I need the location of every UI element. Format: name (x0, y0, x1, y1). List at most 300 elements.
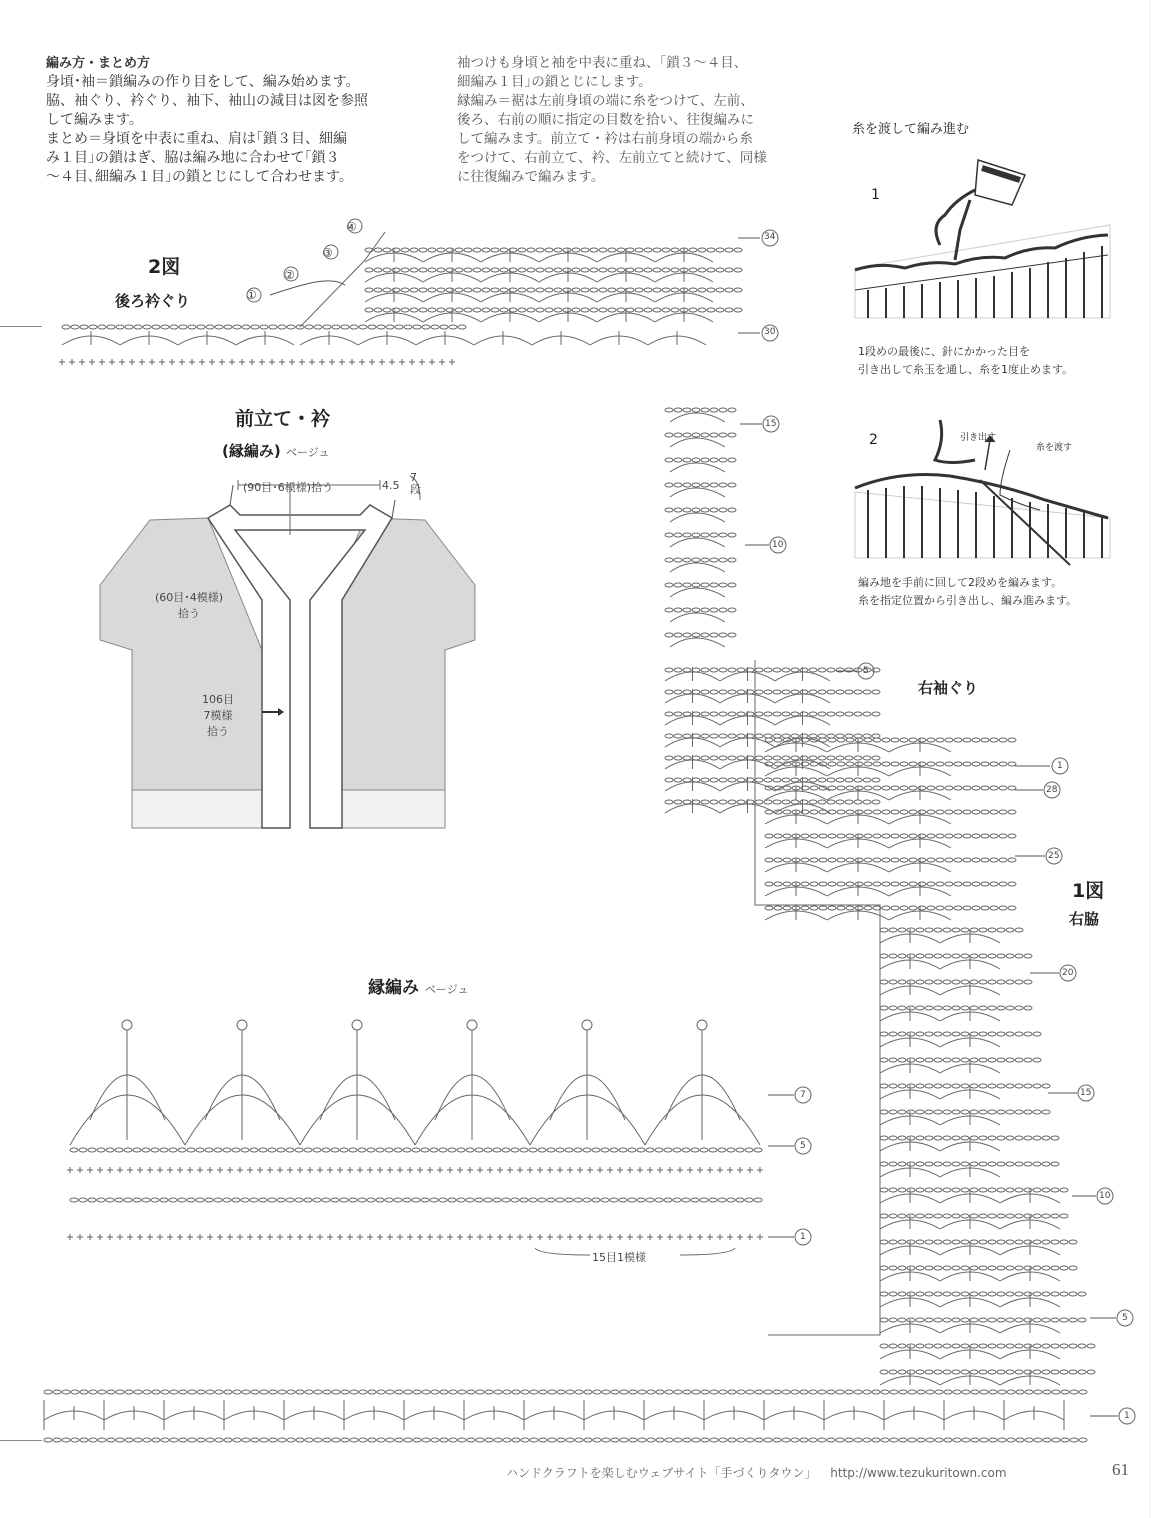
stitch-mark (670, 613, 725, 622)
stitch-mark (952, 1318, 960, 1322)
stitch-mark (592, 1148, 600, 1152)
stitch-mark (854, 800, 862, 804)
stitch-mark (143, 1390, 151, 1394)
stitch-mark (898, 1318, 906, 1322)
stitch-mark (765, 834, 773, 838)
stitch-mark (873, 882, 881, 886)
stitch-mark (1015, 1136, 1023, 1140)
stitch-mark (494, 1438, 502, 1442)
stitch-mark (188, 325, 196, 329)
stitch-mark (637, 1198, 645, 1202)
stitch-mark (299, 359, 305, 365)
stitch-mark (250, 1198, 258, 1202)
stitch-mark (1008, 786, 1016, 790)
stitch-mark (682, 1198, 690, 1202)
stitch-mark (880, 1006, 888, 1010)
stitch-mark (97, 1167, 103, 1173)
stitch-mark (1024, 1110, 1032, 1114)
stitch-mark (1034, 1390, 1042, 1394)
stitch-mark (728, 668, 736, 672)
stitch-mark (305, 325, 313, 329)
stitch-mark (305, 1438, 313, 1442)
stitch-mark (764, 756, 772, 760)
stitch-mark (757, 1234, 763, 1240)
stitch-mark (548, 1438, 556, 1442)
stitch-mark (674, 1438, 682, 1442)
stitch-mark (737, 734, 745, 738)
stitch-mark (665, 533, 673, 537)
stitch-mark (107, 1390, 115, 1394)
stitch-mark (458, 325, 466, 329)
stitch-mark (988, 1292, 996, 1296)
stitch-mark (989, 1390, 997, 1394)
stitch-mark (692, 433, 700, 437)
stitch-mark (737, 778, 745, 782)
stitch-mark (701, 712, 709, 716)
stitch-mark (961, 1032, 969, 1036)
stitch-mark (670, 638, 725, 647)
stitch-mark (827, 712, 835, 716)
stitch-mark (133, 1198, 141, 1202)
stitch-mark (109, 359, 115, 365)
stitch-mark (587, 1234, 593, 1240)
stitch-mark (908, 1390, 916, 1394)
stitch-mark (187, 1234, 193, 1240)
stitch-mark (557, 1167, 563, 1173)
stitch-mark (954, 834, 962, 838)
stitch-mark (1015, 1292, 1023, 1296)
stitch-mark (701, 633, 709, 637)
stitch-mark (1006, 1110, 1014, 1114)
stitch-mark (584, 1390, 592, 1394)
stitch-mark (981, 834, 989, 838)
stitch-mark (259, 359, 265, 365)
stitch-mark (909, 738, 917, 742)
stitch-mark (653, 268, 661, 272)
stitch-mark (828, 858, 836, 862)
stitch-mark (889, 1240, 897, 1244)
stitch-mark (918, 810, 926, 814)
stitch-mark (782, 778, 790, 782)
stitch-mark (1033, 1136, 1041, 1140)
stitch-mark (934, 1084, 942, 1088)
stitch-mark (809, 1390, 817, 1394)
stitch-mark (545, 268, 553, 272)
stitch-mark (934, 1058, 942, 1062)
stitch-mark (918, 786, 926, 790)
stitch-mark (764, 778, 772, 782)
stitch-mark (670, 463, 725, 472)
stitch-mark (107, 325, 115, 329)
stitch-mark (357, 1167, 363, 1173)
stitch-mark (800, 1390, 808, 1394)
stitch-mark (783, 810, 791, 814)
stitch-mark (701, 756, 709, 760)
stitch-mark (716, 288, 724, 292)
stitch-mark (77, 1167, 83, 1173)
stitch-mark (207, 1234, 213, 1240)
stitch-mark (297, 1167, 303, 1173)
stitch-mark (889, 1162, 897, 1166)
stitch-mark (954, 786, 962, 790)
footer-url[interactable]: http://www.tezukuritown.com (830, 1466, 1007, 1480)
stitch-mark (413, 1438, 421, 1442)
instruction-line: ～４目､細編み１目｣の鎖とじにして合わせます。 (46, 169, 353, 185)
stitch-mark (467, 1020, 477, 1030)
stitch-mark (936, 834, 944, 838)
stitch-mark (665, 433, 673, 437)
stitch-mark (961, 1214, 969, 1218)
stitch-mark (800, 668, 808, 672)
stitch-mark (845, 1438, 853, 1442)
stitch-mark (581, 288, 589, 292)
stitch-mark (945, 786, 953, 790)
stitch-mark (916, 1084, 924, 1088)
stitch-mark (764, 712, 772, 716)
step-2-label-b: 糸を渡す (1036, 443, 1073, 453)
stitch-mark (819, 834, 827, 838)
stitch-mark (214, 1148, 222, 1152)
stitch-mark (572, 308, 580, 312)
stitch-mark (727, 1148, 735, 1152)
stitch-mark (891, 882, 899, 886)
stitch-mark (880, 1084, 888, 1088)
yarn-color: ベージュ (285, 446, 330, 459)
stitch-mark (889, 928, 897, 932)
stitch-mark (626, 268, 634, 272)
stitch-mark (907, 980, 915, 984)
stitch-mark (376, 1198, 384, 1202)
stitch-mark (900, 786, 908, 790)
stitch-mark (999, 762, 1007, 766)
stitch-mark (889, 1136, 897, 1140)
stitch-mark (725, 288, 733, 292)
stitch-mark (369, 359, 375, 365)
stitch-mark (934, 1188, 942, 1192)
stitch-mark (520, 1148, 528, 1152)
stitch-mark (819, 906, 827, 910)
stitch-mark (657, 1167, 663, 1173)
stitch-mark (1016, 1438, 1024, 1442)
stitch-mark (818, 800, 826, 804)
stitch-mark (927, 762, 935, 766)
stitch-mark (783, 906, 791, 910)
stitch-mark (214, 1198, 222, 1202)
stitch-mark (952, 1162, 960, 1166)
stitch-mark (317, 1234, 323, 1240)
stitch-mark (97, 1198, 105, 1202)
stitch-mark (952, 1370, 960, 1374)
stitch-mark (1051, 1318, 1059, 1322)
stitch-mark (137, 1234, 143, 1240)
stitch-mark (491, 308, 499, 312)
stitch-mark (997, 1136, 1005, 1140)
stitch-mark (314, 325, 322, 329)
stitch-mark (698, 248, 706, 252)
stitch-mark (1033, 1214, 1041, 1218)
instruction-line: に往復編みで編みます。 (457, 169, 605, 185)
stitch-mark (727, 1167, 733, 1173)
stitch-mark (909, 906, 917, 910)
stitch-mark (340, 1148, 348, 1152)
stitch-mark (539, 1390, 547, 1394)
stitch-mark (755, 1438, 763, 1442)
stitch-mark (782, 690, 790, 694)
stitch-mark (674, 483, 682, 487)
stitch-mark (889, 980, 897, 984)
stitch-mark (846, 810, 854, 814)
stitch-mark (1033, 1370, 1041, 1374)
stitch-mark (503, 1390, 511, 1394)
stitch-mark (701, 800, 709, 804)
front-band-title: 前立て・衿 (235, 408, 331, 430)
stitch-mark (115, 1198, 123, 1202)
stitch-mark (309, 359, 315, 365)
stitch-mark (791, 734, 799, 738)
stitch-mark (169, 1198, 177, 1202)
stitch-mark (963, 858, 971, 862)
stitch-mark (846, 906, 854, 910)
stitch-mark (674, 408, 682, 412)
stitch-mark (286, 1148, 294, 1152)
stitch-mark (647, 1390, 655, 1394)
stitch-mark (701, 433, 709, 437)
stitch-mark (473, 268, 481, 272)
stitch-mark (482, 248, 490, 252)
front-pick-note (202, 692, 234, 740)
stitch-mark (178, 1198, 186, 1202)
stitch-mark (882, 738, 890, 742)
stitch-mark (953, 1438, 961, 1442)
stitch-mark (428, 308, 436, 312)
stitch-mark (674, 608, 682, 612)
stitch-mark (637, 1148, 645, 1152)
stitch-mark (934, 928, 942, 932)
stitch-mark (916, 1344, 924, 1348)
stitch-mark (349, 359, 355, 365)
stitch-mark (670, 413, 725, 422)
stitch-mark (737, 1438, 745, 1442)
stitch-mark (455, 288, 463, 292)
stitch-mark (313, 1148, 321, 1152)
stitch-mark (755, 660, 880, 1335)
stitch-mark (1069, 1240, 1077, 1244)
stitch-mark (889, 1266, 897, 1270)
stitch-mark (635, 268, 643, 272)
stitch-mark (710, 533, 718, 537)
stitch-mark (927, 858, 935, 862)
stitch-mark (1024, 1162, 1032, 1166)
stitch-mark (439, 359, 445, 365)
stitch-mark (422, 1390, 430, 1394)
stitch-mark (961, 1292, 969, 1296)
stitch-mark (455, 268, 463, 272)
stitch-mark (927, 834, 935, 838)
stitch-mark (446, 268, 454, 272)
stitch-mark (925, 1240, 933, 1244)
stitch-mark (385, 1148, 393, 1152)
stitch-mark (916, 1006, 924, 1010)
stitch-mark (954, 906, 962, 910)
stitch-mark (710, 633, 718, 637)
stitch-mark (80, 1438, 88, 1442)
fig2-label: 2図 (148, 256, 181, 278)
stitch-mark (157, 1234, 163, 1240)
stitch-mark (943, 1266, 951, 1270)
stitch-mark (683, 778, 691, 782)
stitch-mark (352, 1020, 362, 1030)
stitch-mark (287, 325, 295, 329)
stitch-mark (827, 800, 835, 804)
stitch-mark (918, 738, 926, 742)
stitch-mark (925, 1032, 933, 1036)
stitch-mark (755, 756, 763, 760)
stitch-mark (837, 762, 845, 766)
stitch-mark (1015, 1318, 1023, 1322)
stitch-mark (170, 1438, 178, 1442)
stitch-mark (401, 248, 409, 252)
step-2-line: 編み地を手前に回して2段めを編みます。 (858, 576, 1063, 589)
stitch-mark (134, 1390, 142, 1394)
footer-site: ハンドクラフトを楽しむウェブサイト「手づくりタウン」 (506, 1466, 817, 1480)
stitch-mark (662, 288, 670, 292)
stitch-mark (719, 583, 727, 587)
stitch-mark (53, 1390, 61, 1394)
stitch-mark (872, 1390, 880, 1394)
stitch-mark (916, 1370, 924, 1374)
stitch-mark (979, 1110, 987, 1114)
stitch-mark (925, 1058, 933, 1062)
stitch-mark (601, 1148, 609, 1152)
stitch-mark (428, 268, 436, 272)
stitch-mark (864, 834, 872, 838)
stitch-mark (197, 1167, 203, 1173)
stitch-mark (692, 778, 700, 782)
stitch-mark (503, 1438, 511, 1442)
stitch-mark (125, 1438, 133, 1442)
stitch-mark (999, 858, 1007, 862)
stitch-mark (710, 1390, 718, 1394)
fig1-sub: 右脇 (1069, 910, 1100, 928)
stitch-mark (746, 1438, 754, 1442)
stitch-mark (1015, 1344, 1023, 1348)
stitch-mark (79, 359, 85, 365)
stitch-mark (307, 1234, 313, 1240)
stitch-mark (746, 1390, 754, 1394)
stitch-mark (943, 1058, 951, 1062)
stitch-mark (1087, 1370, 1095, 1374)
stitch-mark (961, 1084, 969, 1088)
stitch-mark (963, 810, 971, 814)
stitch-mark (800, 690, 808, 694)
row-label: 5 (800, 1141, 806, 1151)
stitch-mark (846, 882, 854, 886)
stitch-mark (925, 1318, 933, 1322)
stitch-mark (80, 325, 88, 329)
stitch-mark (972, 906, 980, 910)
stitch-mark (467, 1167, 473, 1173)
stitch-mark (677, 1234, 683, 1240)
stitch-mark (891, 834, 899, 838)
stitch-mark (692, 583, 700, 587)
stitch-mark (710, 668, 718, 672)
stitch-mark (701, 558, 709, 562)
stitch-mark (737, 690, 745, 694)
stitch-mark (981, 906, 989, 910)
stitch-mark (349, 1198, 357, 1202)
stitch-mark (119, 359, 125, 365)
stitch-mark (916, 1318, 924, 1322)
stitch-mark (457, 1234, 463, 1240)
stitch-mark (981, 738, 989, 742)
stitch-mark (260, 1390, 268, 1394)
stitch-mark (189, 359, 195, 365)
stitch-mark (791, 778, 799, 782)
stitch-mark (563, 288, 571, 292)
stitch-mark (1024, 1318, 1032, 1322)
stitch-mark (898, 1162, 906, 1166)
stitch-mark (936, 858, 944, 862)
stitch-mark (701, 608, 709, 612)
stitch-mark (836, 778, 844, 782)
stitch-mark (653, 308, 661, 312)
stitch-mark (539, 1438, 547, 1442)
stitch-mark (395, 1390, 403, 1394)
stitch-mark (1052, 1438, 1060, 1442)
stitch-mark (107, 1438, 115, 1442)
stitch-mark (619, 1148, 627, 1152)
stitch-mark (943, 1188, 951, 1192)
row-label: ② (284, 268, 295, 282)
stitch-mark (674, 1390, 682, 1394)
stitch-mark (1024, 1084, 1032, 1088)
stitch-mark (943, 1110, 951, 1114)
row-label: ④ (346, 220, 357, 234)
stitch-mark (554, 268, 562, 272)
stitch-mark (387, 1167, 393, 1173)
stitch-mark (500, 288, 508, 292)
stitch-mark (765, 882, 773, 886)
stitch-mark (440, 1438, 448, 1442)
stitch-mark (791, 756, 799, 760)
stitch-mark (458, 1438, 466, 1442)
stitch-mark (179, 1390, 187, 1394)
stitch-mark (1016, 1390, 1024, 1394)
stitch-mark (701, 508, 709, 512)
stitch-mark (979, 1292, 987, 1296)
stitch-mark (691, 1198, 699, 1202)
stitch-mark (728, 533, 736, 537)
stitch-mark (970, 1266, 978, 1270)
stitch-mark (497, 1234, 503, 1240)
stitch-mark (337, 1234, 343, 1240)
stitch-mark (846, 762, 854, 766)
stitch-mark (755, 800, 763, 804)
stitch-mark (149, 359, 155, 365)
stitch-mark (392, 288, 400, 292)
stitch-mark (707, 268, 715, 272)
stitch-mark (737, 800, 745, 804)
stitch-mark (160, 1198, 168, 1202)
stitch-mark (683, 458, 691, 462)
stitch-mark (863, 800, 871, 804)
stitch-mark (882, 810, 890, 814)
stitch-mark (719, 712, 727, 716)
stitch-mark (988, 1006, 996, 1010)
stitch-mark (754, 1148, 762, 1152)
stitch-mark (497, 1167, 503, 1173)
stitch-mark (635, 288, 643, 292)
